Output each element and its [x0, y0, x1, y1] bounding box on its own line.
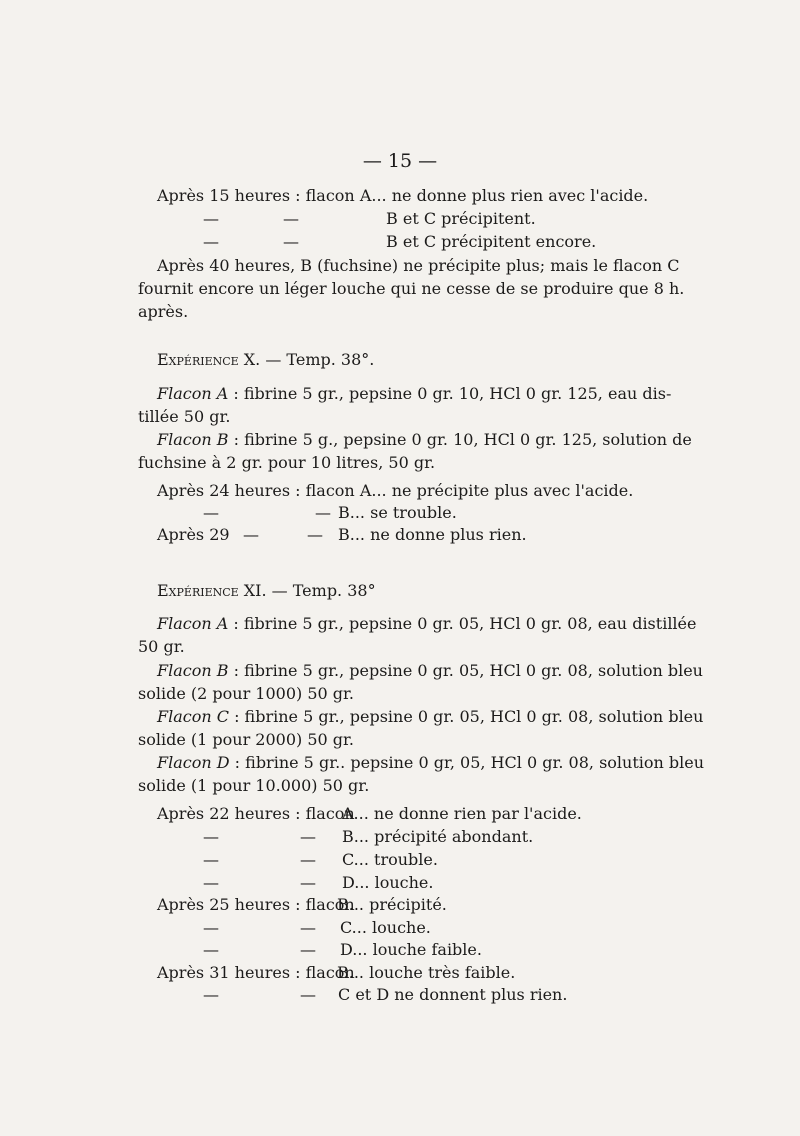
- dash: —: [203, 827, 219, 846]
- experience-xi-heading: [157, 581, 376, 601]
- dash: —: [203, 850, 219, 869]
- result-22h-d: D... louche.: [342, 873, 434, 892]
- flacon-label: Flacon D: [157, 753, 230, 772]
- result-25h-c: C... louche.: [340, 918, 431, 937]
- dashes: — —: [243, 525, 323, 544]
- flacon-text: : fibrine 5 gr., pepsine 0 gr. 05, HCl 0 gr. 08, solution bleu: [228, 661, 703, 680]
- flacon-b-cont: fuchsine à 2 gr. pour 10 litres, 50 gr.: [138, 453, 436, 472]
- flacon-d-cont: solide (1 pour 10.000) 50 gr.: [138, 776, 370, 795]
- flacon-text: : fibrine 5 gr., pepsine 0 gr. 05, HCl 0 gr. 08, eau distillée: [228, 614, 697, 633]
- result-25h-label: Après 25 heures : flacon: [157, 895, 355, 914]
- dashes: — —: [203, 503, 331, 522]
- dash: —: [300, 940, 316, 959]
- flacon-label: Flacon B: [157, 661, 229, 680]
- heading-label: Expérience XI.: [157, 581, 267, 600]
- flacon-text: : fibrine 5 gr., pepsine 0 gr. 10, HCl 0 gr. 125, eau dis-: [228, 384, 672, 403]
- heading-label: Expérience X.: [157, 350, 261, 369]
- result-22h-label: Après 22 heures : flacon: [157, 804, 355, 823]
- flacon-text: : fibrine 5 gr.. pepsine 0 gr, 05, HCl 0 gr. 08, solution bleu: [229, 753, 705, 772]
- dash: —: [300, 850, 316, 869]
- dash: —: [300, 873, 316, 892]
- line-b-c-precipitent: B et C précipitent.: [386, 209, 536, 228]
- flacon-c-cont: solide (1 pour 2000) 50 gr.: [138, 730, 355, 749]
- flacon-a-cont: 50 gr.: [138, 637, 185, 656]
- flacon-label: Flacon B: [157, 430, 229, 449]
- dash: —: [203, 873, 219, 892]
- result-25h-d: D... louche faible.: [340, 940, 482, 959]
- dash: —: [300, 827, 316, 846]
- result-25h-b: B... précipité.: [337, 895, 447, 914]
- dashes: — —: [203, 232, 299, 251]
- experience-x-heading: [157, 350, 374, 370]
- paragraph-line: après.: [138, 302, 189, 321]
- flacon-text: : fibrine 5 gr., pepsine 0 gr. 05, HCl 0 gr. 08, solution bleu: [228, 707, 704, 726]
- heading-temp: — Temp. 38°: [271, 581, 376, 600]
- flacon-a-cont: tillée 50 gr.: [138, 407, 231, 426]
- line-after-15h: Après 15 heures : flacon A... ne donne plus rien avec l'acide.: [157, 186, 649, 205]
- heading-temp: — Temp. 38°.: [265, 350, 375, 369]
- flacon-text: : fibrine 5 g., pepsine 0 gr. 10, HCl 0 gr. 125, solution de: [228, 430, 692, 449]
- flacon-label: Flacon C: [157, 707, 229, 726]
- dashes: — —: [203, 209, 299, 228]
- result-29h-label: Après 29: [157, 525, 230, 544]
- dash: —: [203, 985, 219, 1004]
- flacon-label: Flacon A: [157, 384, 229, 403]
- dash: —: [300, 918, 316, 937]
- flacon-b-line: [157, 430, 692, 450]
- result-31h-cd: C et D ne donnent plus rien.: [338, 985, 568, 1004]
- result-22h-b: B... précipité abondant.: [342, 827, 534, 846]
- paragraph-line: Après 40 heures, B (fuchsine) ne précipite plus; mais le flacon C: [157, 256, 680, 275]
- result-22h-a: A... ne donne rien par l'acide.: [342, 804, 582, 823]
- flacon-label: Flacon A: [157, 614, 229, 633]
- flacon-b-line: [157, 661, 703, 681]
- result-31h-label: Après 31 heures : flacon: [157, 963, 355, 982]
- flacon-c-line: [157, 707, 704, 727]
- flacon-b-cont: solide (2 pour 1000) 50 gr.: [138, 684, 355, 703]
- result-29h-text: B... ne donne plus rien.: [338, 525, 527, 544]
- flacon-a-line: [157, 384, 672, 404]
- paragraph-line: fournit encore un léger louche qui ne cesse de se produire que 8 h.: [138, 279, 685, 298]
- dash: —: [300, 985, 316, 1004]
- flacon-d-line: [157, 753, 705, 773]
- result-31h-b: B... louche très faible.: [337, 963, 516, 982]
- dash: —: [203, 918, 219, 937]
- page-number: — 15 —: [362, 150, 438, 172]
- dash: —: [203, 940, 219, 959]
- result-se-trouble: B... se trouble.: [338, 503, 457, 522]
- result-22h-c: C... trouble.: [342, 850, 438, 869]
- flacon-a-line: [157, 614, 697, 634]
- result-24h: Après 24 heures : flacon A... ne précipite plus avec l'acide.: [157, 481, 634, 500]
- line-b-c-precipitent-encore: B et C précipitent encore.: [386, 232, 597, 251]
